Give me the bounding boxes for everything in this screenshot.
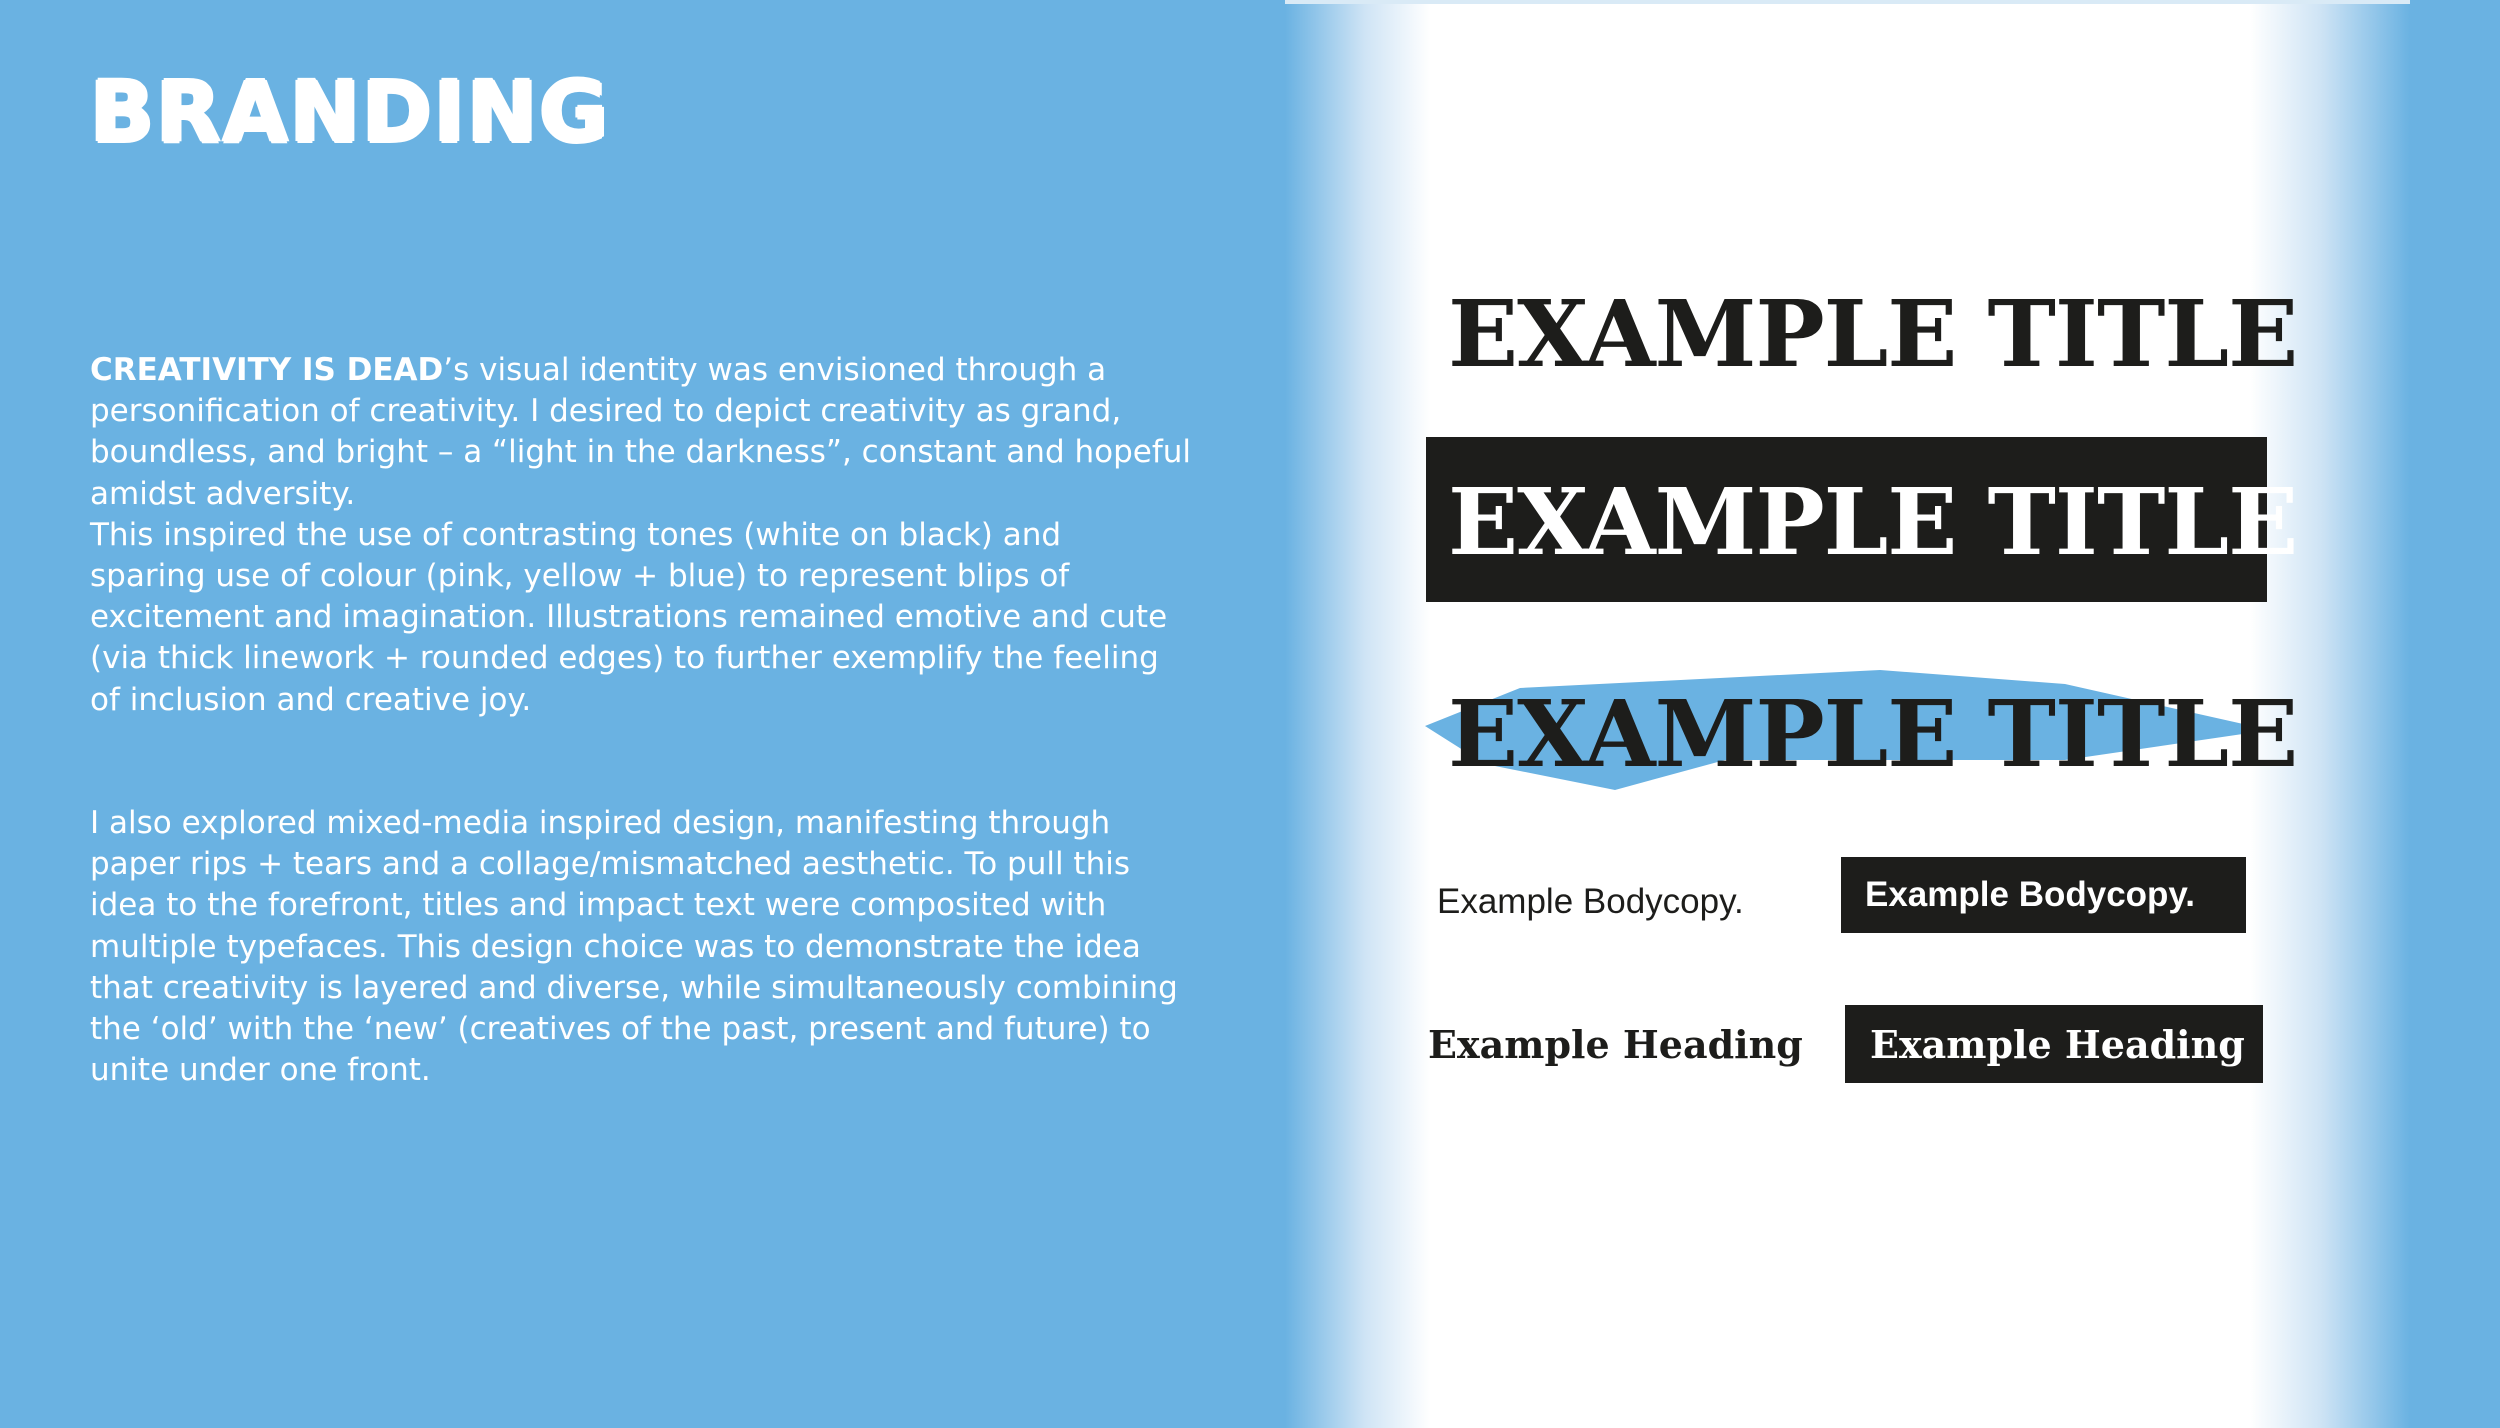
- intro-text: ’s visual identity was envisioned through a personification of creativity. I desired to depict creativity as grand, boundless, and bright – a “light in the darkness”, constant and hopeful amidst adversity. This inspired the use of contrasting tones (white on black) and sparing use of colour (pink, yellow + blue) to represent blips of excitement and imagination. Illustrations remained emotive and cute (via thick linework + rounded edges) to further exemplify the feeling of inclusion and creative joy.: [90, 352, 1192, 718]
- example-title-plain: EXAMPLE TITLE: [1448, 280, 2298, 388]
- mixed-media-paragraph: I also explored mixed-media inspired design, manifesting through paper rips + tears and a collage/mismatched aesthetic. To pull this idea to the forefront, titles and impact text were composited with multiple typefaces. This design choice was to demonstrate the idea that creativity is layered and diverse, while simultaneously combining the ‘old’ with the ‘new’ (creatives of the past, present and future) to unite under one front.: [90, 805, 1178, 1089]
- example-heading-inverted: Example Heading: [1870, 1022, 2245, 1067]
- example-heading-plain: Example Heading: [1428, 1022, 1803, 1067]
- page-title: BRANDING: [90, 63, 611, 161]
- example-bodycopy-plain: Example Bodycopy.: [1437, 882, 1744, 921]
- example-title-on-blue: EXAMPLE TITLE: [1448, 680, 2298, 788]
- panel-top-edge: [1285, 0, 2410, 4]
- intro-paragraph: [90, 350, 1240, 721]
- example-bodycopy-inverted: Example Bodycopy.: [1865, 875, 2196, 914]
- brand-name: CREATIVITY IS DEAD: [90, 352, 444, 388]
- example-title-inverted: EXAMPLE TITLE: [1448, 468, 2298, 576]
